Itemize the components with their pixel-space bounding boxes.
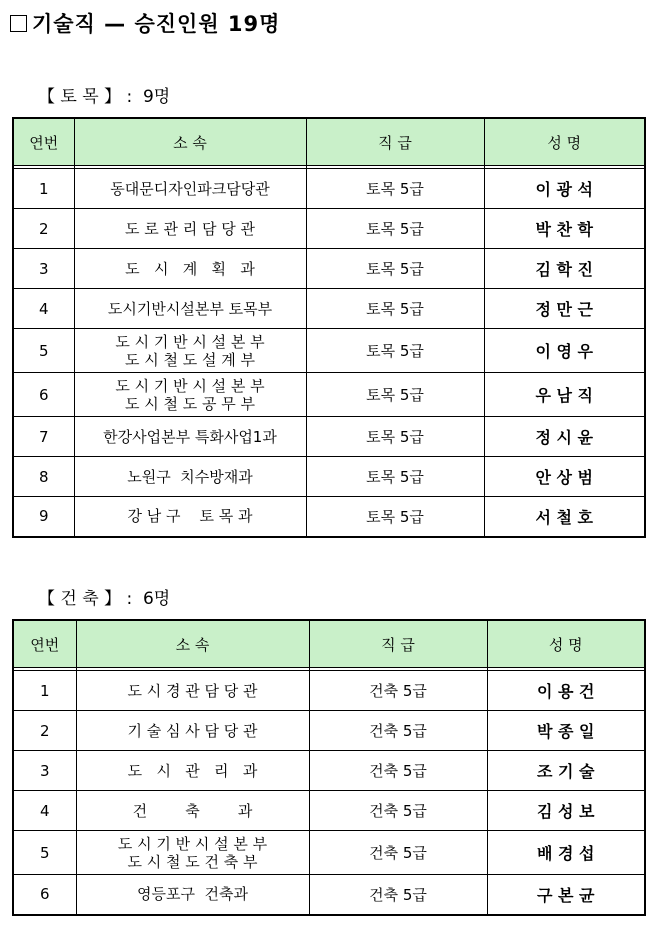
row-grade: 토목 5급 — [306, 169, 484, 209]
row-name: 배 경 섭 — [487, 831, 645, 875]
header-dept: 소 속 — [76, 620, 309, 668]
row-dept: 도시기반시설본부 토목부 — [74, 289, 306, 329]
row-dept: 강 남 구 토 목 과 — [74, 497, 306, 537]
row-name: 정 만 근 — [484, 289, 645, 329]
row-grade: 토목 5급 — [306, 289, 484, 329]
header-name: 성 명 — [484, 118, 645, 166]
civil-table — [12, 117, 646, 538]
table-row — [13, 209, 645, 249]
architecture-table — [12, 619, 646, 916]
row-dept: 도 시 기 반 시 설 본 부 도 시 철 도 공 무 부 — [74, 373, 306, 417]
row-dept: 건 축 과 — [76, 791, 309, 831]
row-dept: 한강사업본부 특화사업1과 — [74, 417, 306, 457]
row-dept: 도 시 관 리 과 — [76, 751, 309, 791]
table-row — [13, 497, 645, 537]
row-dept: 노원구 치수방재과 — [74, 457, 306, 497]
row-dept: 도 로 관 리 담 당 관 — [74, 209, 306, 249]
row-name: 우 남 직 — [484, 373, 645, 417]
row-no: 6 — [13, 875, 76, 915]
table-row — [13, 289, 645, 329]
row-name: 이 영 우 — [484, 329, 645, 373]
table-header-row — [13, 118, 645, 166]
row-grade: 건축 5급 — [309, 751, 487, 791]
row-no: 4 — [13, 289, 74, 329]
table-row — [13, 671, 645, 711]
row-no: 5 — [13, 329, 74, 373]
row-name: 구 본 균 — [487, 875, 645, 915]
row-dept: 기 술 심 사 담 당 관 — [76, 711, 309, 751]
row-no: 7 — [13, 417, 74, 457]
table-row — [13, 417, 645, 457]
header-no: 연번 — [13, 118, 74, 166]
section-heading-civil: 【 토 목 】 : 9명 — [38, 87, 171, 107]
row-dept: 도 시 기 반 시 설 본 부 도 시 철 도 설 계 부 — [74, 329, 306, 373]
header-grade: 직 급 — [309, 620, 487, 668]
row-grade: 건축 5급 — [309, 831, 487, 875]
table-row — [13, 751, 645, 791]
row-grade: 건축 5급 — [309, 671, 487, 711]
row-grade: 토목 5급 — [306, 497, 484, 537]
table-row — [13, 791, 645, 831]
row-no: 1 — [13, 169, 74, 209]
row-no: 6 — [13, 373, 74, 417]
row-name: 박 찬 학 — [484, 209, 645, 249]
row-name: 이 광 석 — [484, 169, 645, 209]
row-grade: 토목 5급 — [306, 457, 484, 497]
row-no: 9 — [13, 497, 74, 537]
table-row — [13, 457, 645, 497]
row-grade: 건축 5급 — [309, 791, 487, 831]
row-grade: 건축 5급 — [309, 711, 487, 751]
row-grade: 토목 5급 — [306, 373, 484, 417]
row-name: 서 철 호 — [484, 497, 645, 537]
header-name: 성 명 — [487, 620, 645, 668]
row-no: 4 — [13, 791, 76, 831]
header-no: 연번 — [13, 620, 76, 668]
row-dept: 동대문디자인파크담당관 — [74, 169, 306, 209]
row-dept: 도 시 계 획 과 — [74, 249, 306, 289]
row-name: 조 기 술 — [487, 751, 645, 791]
table-row — [13, 875, 645, 915]
page-title — [10, 8, 280, 38]
table-row — [13, 373, 645, 417]
row-grade: 토목 5급 — [306, 329, 484, 373]
header-grade: 직 급 — [306, 118, 484, 166]
table-row — [13, 329, 645, 373]
row-grade: 토목 5급 — [306, 249, 484, 289]
row-dept: 영등포구 건축과 — [76, 875, 309, 915]
page-title-text: 기술직 — 승진인원 19명 — [32, 12, 281, 36]
table-row — [13, 249, 645, 289]
row-dept: 도 시 경 관 담 당 관 — [76, 671, 309, 711]
section-heading-architecture: 【 건 축 】 : 6명 — [38, 589, 171, 609]
row-grade: 토목 5급 — [306, 209, 484, 249]
row-no: 3 — [13, 249, 74, 289]
checkbox-icon — [10, 15, 27, 32]
row-name: 박 종 일 — [487, 711, 645, 751]
table-header-row — [13, 620, 645, 668]
row-name: 이 용 건 — [487, 671, 645, 711]
row-name: 정 시 윤 — [484, 417, 645, 457]
table-row — [13, 169, 645, 209]
row-name: 김 성 보 — [487, 791, 645, 831]
row-no: 5 — [13, 831, 76, 875]
header-dept: 소 속 — [74, 118, 306, 166]
row-no: 2 — [13, 209, 74, 249]
row-grade: 건축 5급 — [309, 875, 487, 915]
row-no: 2 — [13, 711, 76, 751]
row-grade: 토목 5급 — [306, 417, 484, 457]
table-row — [13, 711, 645, 751]
row-no: 1 — [13, 671, 76, 711]
row-no: 3 — [13, 751, 76, 791]
row-dept: 도 시 기 반 시 설 본 부 도 시 철 도 건 축 부 — [76, 831, 309, 875]
row-name: 안 상 범 — [484, 457, 645, 497]
row-name: 김 학 진 — [484, 249, 645, 289]
row-no: 8 — [13, 457, 74, 497]
table-row — [13, 831, 645, 875]
